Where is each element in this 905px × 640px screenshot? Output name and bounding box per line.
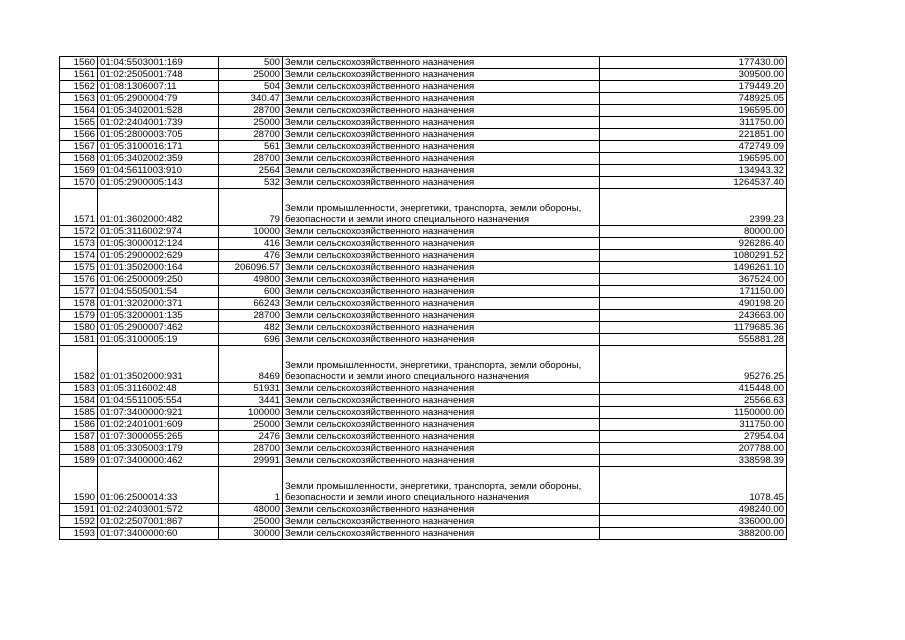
cadastral-number-cell: 01:04:5503001:169 bbox=[98, 57, 219, 69]
area-cell: 1 bbox=[219, 467, 283, 504]
row-number-cell: 1585 bbox=[60, 407, 98, 419]
land-category-cell: Земли сельскохозяйственного назначения bbox=[283, 334, 600, 346]
cadastral-number-cell: 01:05:2900004:79 bbox=[98, 93, 219, 105]
table-row bbox=[60, 504, 787, 516]
area-cell: 28700 bbox=[219, 105, 283, 117]
table-row bbox=[60, 81, 787, 93]
row-number-cell: 1593 bbox=[60, 528, 98, 540]
area-cell: 28700 bbox=[219, 129, 283, 141]
row-number-cell: 1577 bbox=[60, 286, 98, 298]
land-plots-table bbox=[59, 56, 787, 540]
table-row bbox=[60, 310, 787, 322]
area-cell: 25000 bbox=[219, 419, 283, 431]
table-row bbox=[60, 238, 787, 250]
land-category-cell: Земли сельскохозяйственного назначения bbox=[283, 69, 600, 81]
table-row bbox=[60, 383, 787, 395]
land-category-cell: Земли сельскохозяйственного назначения bbox=[283, 117, 600, 129]
cadastral-value-cell: 311750.00 bbox=[600, 117, 787, 129]
table-row bbox=[60, 528, 787, 540]
area-cell: 30000 bbox=[219, 528, 283, 540]
cadastral-value-cell: 926286.40 bbox=[600, 238, 787, 250]
table-row bbox=[60, 322, 787, 334]
cadastral-number-cell: 01:07:3400000:60 bbox=[98, 528, 219, 540]
row-number-cell: 1582 bbox=[60, 346, 98, 383]
table-row bbox=[60, 467, 787, 504]
row-number-cell: 1565 bbox=[60, 117, 98, 129]
cadastral-value-cell: 415448.00 bbox=[600, 383, 787, 395]
cadastral-value-cell: 1496261.10 bbox=[600, 262, 787, 274]
cadastral-number-cell: 01:06:2500009:250 bbox=[98, 274, 219, 286]
land-category-cell: Земли сельскохозяйственного назначения bbox=[283, 153, 600, 165]
cadastral-value-cell: 555881.28 bbox=[600, 334, 787, 346]
area-cell: 100000 bbox=[219, 407, 283, 419]
table-row bbox=[60, 250, 787, 262]
table-row bbox=[60, 395, 787, 407]
area-cell: 2476 bbox=[219, 431, 283, 443]
row-number-cell: 1581 bbox=[60, 334, 98, 346]
table-row bbox=[60, 57, 787, 69]
table-row bbox=[60, 346, 787, 383]
table-row bbox=[60, 105, 787, 117]
cadastral-value-cell: 80000.00 bbox=[600, 226, 787, 238]
row-number-cell: 1587 bbox=[60, 431, 98, 443]
cadastral-value-cell: 1150000.00 bbox=[600, 407, 787, 419]
land-category-cell: Земли сельскохозяйственного назначения bbox=[283, 383, 600, 395]
land-category-cell: Земли сельскохозяйственного назначения bbox=[283, 528, 600, 540]
land-plots-table-body bbox=[60, 57, 787, 540]
land-category-cell: Земли промышленности, энергетики, транспорта, земли обороны, безопасности и земли иного специального назначения bbox=[283, 467, 600, 504]
table-row bbox=[60, 431, 787, 443]
area-cell: 600 bbox=[219, 286, 283, 298]
area-cell: 206096.57 bbox=[219, 262, 283, 274]
row-number-cell: 1567 bbox=[60, 141, 98, 153]
row-number-cell: 1588 bbox=[60, 443, 98, 455]
table-row bbox=[60, 177, 787, 189]
area-cell: 25000 bbox=[219, 69, 283, 81]
row-number-cell: 1562 bbox=[60, 81, 98, 93]
cadastral-number-cell: 01:02:2403001:572 bbox=[98, 504, 219, 516]
table-row bbox=[60, 274, 787, 286]
area-cell: 48000 bbox=[219, 504, 283, 516]
row-number-cell: 1572 bbox=[60, 226, 98, 238]
row-number-cell: 1580 bbox=[60, 322, 98, 334]
land-category-cell: Земли сельскохозяйственного назначения bbox=[283, 129, 600, 141]
area-cell: 416 bbox=[219, 238, 283, 250]
cadastral-value-cell: 243663.00 bbox=[600, 310, 787, 322]
cadastral-number-cell: 01:05:3200001:135 bbox=[98, 310, 219, 322]
cadastral-number-cell: 01:05:3100016:171 bbox=[98, 141, 219, 153]
table-row bbox=[60, 516, 787, 528]
land-category-cell: Земли сельскохозяйственного назначения bbox=[283, 407, 600, 419]
table-row bbox=[60, 117, 787, 129]
row-number-cell: 1560 bbox=[60, 57, 98, 69]
cadastral-number-cell: 01:04:5505001:54 bbox=[98, 286, 219, 298]
land-category-cell: Земли сельскохозяйственного назначения bbox=[283, 443, 600, 455]
cadastral-value-cell: 2399.23 bbox=[600, 189, 787, 226]
row-number-cell: 1563 bbox=[60, 93, 98, 105]
cadastral-value-cell: 221851.00 bbox=[600, 129, 787, 141]
land-category-cell: Земли сельскохозяйственного назначения bbox=[283, 286, 600, 298]
cadastral-number-cell: 01:05:3305003:179 bbox=[98, 443, 219, 455]
row-number-cell: 1566 bbox=[60, 129, 98, 141]
area-cell: 504 bbox=[219, 81, 283, 93]
cadastral-value-cell: 27954.04 bbox=[600, 431, 787, 443]
cadastral-number-cell: 01:01:3502000:164 bbox=[98, 262, 219, 274]
area-cell: 66243 bbox=[219, 298, 283, 310]
cadastral-value-cell: 25566.63 bbox=[600, 395, 787, 407]
cadastral-value-cell: 95276.25 bbox=[600, 346, 787, 383]
table-row bbox=[60, 298, 787, 310]
cadastral-number-cell: 01:02:2505001:748 bbox=[98, 69, 219, 81]
table-row bbox=[60, 419, 787, 431]
row-number-cell: 1584 bbox=[60, 395, 98, 407]
row-number-cell: 1564 bbox=[60, 105, 98, 117]
table-row bbox=[60, 334, 787, 346]
row-number-cell: 1561 bbox=[60, 69, 98, 81]
land-category-cell: Земли сельскохозяйственного назначения bbox=[283, 322, 600, 334]
land-category-cell: Земли промышленности, энергетики, транспорта, земли обороны, безопасности и земли иного специального назначения bbox=[283, 346, 600, 383]
cadastral-number-cell: 01:02:2404001:739 bbox=[98, 117, 219, 129]
land-category-cell: Земли сельскохозяйственного назначения bbox=[283, 226, 600, 238]
cadastral-value-cell: 1179685.36 bbox=[600, 322, 787, 334]
land-category-cell: Земли сельскохозяйственного назначения bbox=[283, 177, 600, 189]
area-cell: 532 bbox=[219, 177, 283, 189]
land-category-cell: Земли сельскохозяйственного назначения bbox=[283, 250, 600, 262]
land-category-cell: Земли сельскохозяйственного назначения bbox=[283, 516, 600, 528]
land-category-cell: Земли сельскохозяйственного назначения bbox=[283, 431, 600, 443]
cadastral-number-cell: 01:04:5511005:554 bbox=[98, 395, 219, 407]
cadastral-number-cell: 01:05:2900007:462 bbox=[98, 322, 219, 334]
row-number-cell: 1571 bbox=[60, 189, 98, 226]
area-cell: 476 bbox=[219, 250, 283, 262]
cadastral-value-cell: 309500.00 bbox=[600, 69, 787, 81]
area-cell: 28700 bbox=[219, 153, 283, 165]
area-cell: 10000 bbox=[219, 226, 283, 238]
row-number-cell: 1570 bbox=[60, 177, 98, 189]
cadastral-value-cell: 207788.00 bbox=[600, 443, 787, 455]
area-cell: 28700 bbox=[219, 443, 283, 455]
land-category-cell: Земли сельскохозяйственного назначения bbox=[283, 455, 600, 467]
land-category-cell: Земли сельскохозяйственного назначения bbox=[283, 504, 600, 516]
cadastral-value-cell: 134943.32 bbox=[600, 165, 787, 177]
cadastral-value-cell: 490198.20 bbox=[600, 298, 787, 310]
cadastral-number-cell: 01:08:1306007:11 bbox=[98, 81, 219, 93]
cadastral-number-cell: 01:07:3400000:462 bbox=[98, 455, 219, 467]
cadastral-value-cell: 196595.00 bbox=[600, 153, 787, 165]
cadastral-number-cell: 01:04:5611003:910 bbox=[98, 165, 219, 177]
row-number-cell: 1569 bbox=[60, 165, 98, 177]
cadastral-value-cell: 177430.00 bbox=[600, 57, 787, 69]
land-category-cell: Земли сельскохозяйственного назначения bbox=[283, 274, 600, 286]
cadastral-value-cell: 311750.00 bbox=[600, 419, 787, 431]
area-cell: 25000 bbox=[219, 117, 283, 129]
cadastral-number-cell: 01:02:2507001:867 bbox=[98, 516, 219, 528]
row-number-cell: 1589 bbox=[60, 455, 98, 467]
cadastral-number-cell: 01:05:3116002:48 bbox=[98, 383, 219, 395]
table-row bbox=[60, 226, 787, 238]
area-cell: 8469 bbox=[219, 346, 283, 383]
cadastral-number-cell: 01:07:3400000:921 bbox=[98, 407, 219, 419]
row-number-cell: 1583 bbox=[60, 383, 98, 395]
area-cell: 561 bbox=[219, 141, 283, 153]
cadastral-number-cell: 01:02:2401001:609 bbox=[98, 419, 219, 431]
area-cell: 29991 bbox=[219, 455, 283, 467]
row-number-cell: 1574 bbox=[60, 250, 98, 262]
cadastral-value-cell: 1080291.52 bbox=[600, 250, 787, 262]
cadastral-number-cell: 01:05:2900005:143 bbox=[98, 177, 219, 189]
cadastral-value-cell: 748925.05 bbox=[600, 93, 787, 105]
cadastral-number-cell: 01:05:2800003:705 bbox=[98, 129, 219, 141]
row-number-cell: 1590 bbox=[60, 467, 98, 504]
table-row bbox=[60, 262, 787, 274]
row-number-cell: 1576 bbox=[60, 274, 98, 286]
area-cell: 25000 bbox=[219, 516, 283, 528]
table-row bbox=[60, 93, 787, 105]
cadastral-number-cell: 01:05:3402001:528 bbox=[98, 105, 219, 117]
cadastral-value-cell: 367524.00 bbox=[600, 274, 787, 286]
cadastral-value-cell: 388200.00 bbox=[600, 528, 787, 540]
cadastral-number-cell: 01:06:2500014:33 bbox=[98, 467, 219, 504]
table-row bbox=[60, 443, 787, 455]
land-category-cell: Земли сельскохозяйственного назначения bbox=[283, 141, 600, 153]
cadastral-value-cell: 498240.00 bbox=[600, 504, 787, 516]
area-cell: 500 bbox=[219, 57, 283, 69]
table-row bbox=[60, 153, 787, 165]
land-category-cell: Земли сельскохозяйственного назначения bbox=[283, 298, 600, 310]
land-category-cell: Земли сельскохозяйственного назначения bbox=[283, 262, 600, 274]
row-number-cell: 1575 bbox=[60, 262, 98, 274]
cadastral-value-cell: 336000.00 bbox=[600, 516, 787, 528]
area-cell: 2564 bbox=[219, 165, 283, 177]
cadastral-number-cell: 01:01:3502000:931 bbox=[98, 346, 219, 383]
land-category-cell: Земли сельскохозяйственного назначения bbox=[283, 105, 600, 117]
cadastral-value-cell: 1264537.40 bbox=[600, 177, 787, 189]
cadastral-value-cell: 1078.45 bbox=[600, 467, 787, 504]
area-cell: 49800 bbox=[219, 274, 283, 286]
land-category-cell: Земли сельскохозяйственного назначения bbox=[283, 57, 600, 69]
cadastral-value-cell: 338598.39 bbox=[600, 455, 787, 467]
cadastral-value-cell: 179449.20 bbox=[600, 81, 787, 93]
area-cell: 79 bbox=[219, 189, 283, 226]
row-number-cell: 1573 bbox=[60, 238, 98, 250]
land-category-cell: Земли сельскохозяйственного назначения bbox=[283, 93, 600, 105]
land-category-cell: Земли сельскохозяйственного назначения bbox=[283, 81, 600, 93]
cadastral-value-cell: 171150.00 bbox=[600, 286, 787, 298]
table-row bbox=[60, 407, 787, 419]
row-number-cell: 1592 bbox=[60, 516, 98, 528]
cadastral-number-cell: 01:05:3402002:359 bbox=[98, 153, 219, 165]
row-number-cell: 1591 bbox=[60, 504, 98, 516]
table-row bbox=[60, 165, 787, 177]
cadastral-value-cell: 472749.09 bbox=[600, 141, 787, 153]
cadastral-number-cell: 01:05:3000012:124 bbox=[98, 238, 219, 250]
cadastral-value-cell: 196595.00 bbox=[600, 105, 787, 117]
table-row bbox=[60, 455, 787, 467]
area-cell: 51931 bbox=[219, 383, 283, 395]
row-number-cell: 1579 bbox=[60, 310, 98, 322]
land-category-cell: Земли сельскохозяйственного назначения bbox=[283, 165, 600, 177]
table-row bbox=[60, 189, 787, 226]
area-cell: 3441 bbox=[219, 395, 283, 407]
land-category-cell: Земли сельскохозяйственного назначения bbox=[283, 310, 600, 322]
table-row bbox=[60, 141, 787, 153]
row-number-cell: 1586 bbox=[60, 419, 98, 431]
row-number-cell: 1578 bbox=[60, 298, 98, 310]
area-cell: 696 bbox=[219, 334, 283, 346]
row-number-cell: 1568 bbox=[60, 153, 98, 165]
table-row bbox=[60, 129, 787, 141]
land-category-cell: Земли сельскохозяйственного назначения bbox=[283, 419, 600, 431]
land-category-cell: Земли промышленности, энергетики, транспорта, земли обороны, безопасности и земли иного специального назначения bbox=[283, 189, 600, 226]
area-cell: 482 bbox=[219, 322, 283, 334]
cadastral-number-cell: 01:05:3100005:19 bbox=[98, 334, 219, 346]
cadastral-number-cell: 01:05:3116002:974 bbox=[98, 226, 219, 238]
table-row bbox=[60, 69, 787, 81]
area-cell: 28700 bbox=[219, 310, 283, 322]
cadastral-number-cell: 01:07:3000055:265 bbox=[98, 431, 219, 443]
land-category-cell: Земли сельскохозяйственного назначения bbox=[283, 238, 600, 250]
cadastral-number-cell: 01:05:2900002:629 bbox=[98, 250, 219, 262]
cadastral-number-cell: 01:01:3602000:482 bbox=[98, 189, 219, 226]
land-category-cell: Земли сельскохозяйственного назначения bbox=[283, 395, 600, 407]
cadastral-number-cell: 01:01:3202000:371 bbox=[98, 298, 219, 310]
table-row bbox=[60, 286, 787, 298]
area-cell: 340.47 bbox=[219, 93, 283, 105]
